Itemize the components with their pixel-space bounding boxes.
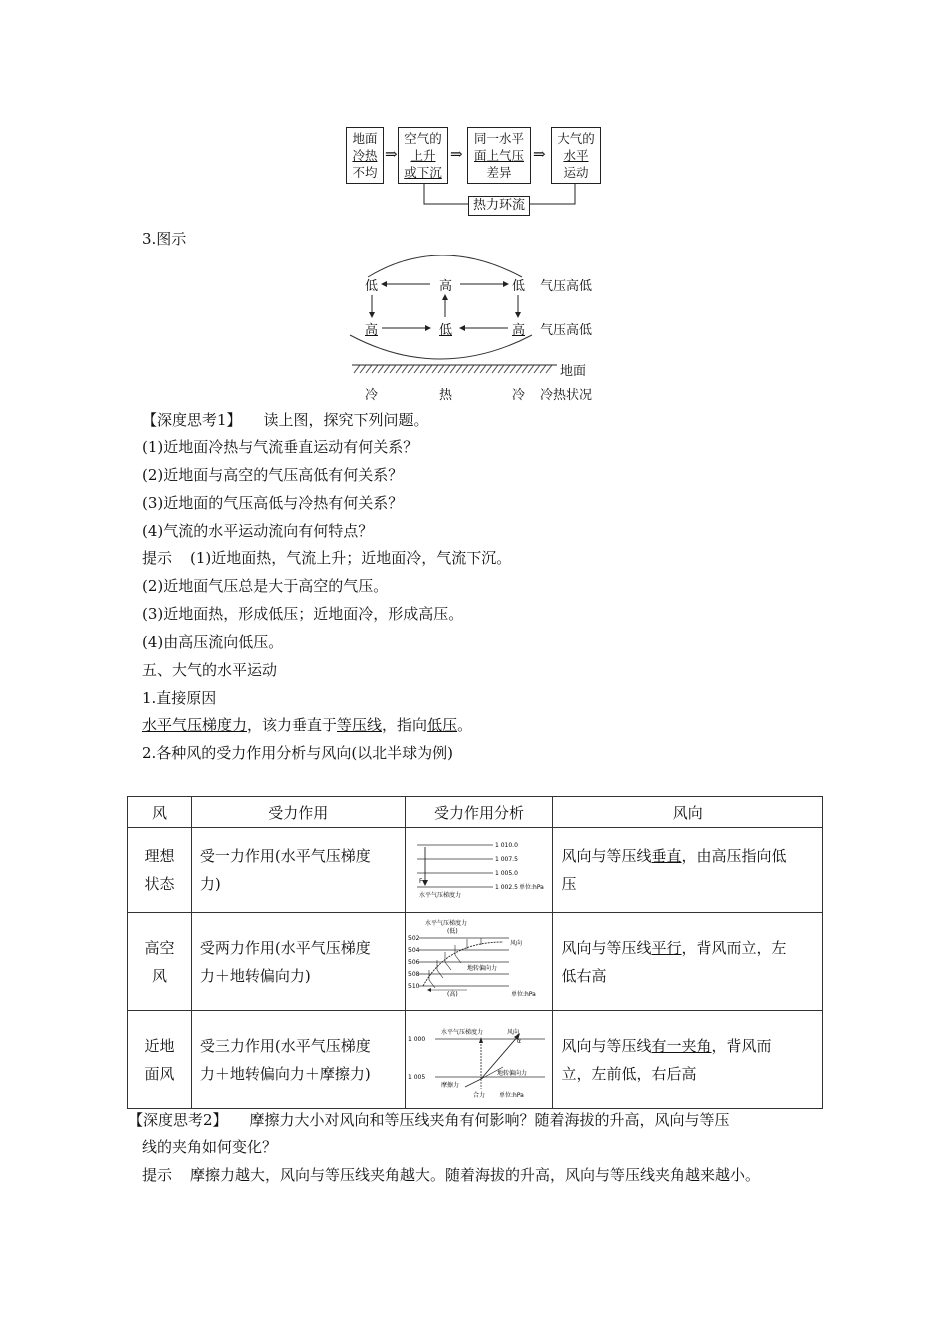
- force-text: 受两力作用(水平气压梯度: [199, 938, 371, 957]
- isobar-label: 1 005: [407, 1073, 426, 1081]
- direction-cell: [553, 1011, 823, 1109]
- direction-text: [561, 934, 814, 962]
- wind-type: [128, 828, 192, 913]
- isobar-label: 1 002.5: [494, 884, 518, 891]
- low-label: (低): [446, 927, 458, 935]
- isobar-label: 1 007.5: [494, 856, 518, 863]
- lower-pressure-left: 高: [365, 323, 379, 338]
- wind-type-text: 风: [151, 966, 167, 985]
- resultant-label: 合力: [472, 1091, 485, 1099]
- pg-label: 水平气压梯度力: [440, 1028, 483, 1036]
- isobar-label: 508: [407, 970, 420, 978]
- cause-text: ，该力垂直于: [247, 716, 338, 734]
- flow-box-text: 空气的: [404, 131, 442, 146]
- upper-caption: 气压高低: [540, 279, 593, 294]
- ground-hatch: [352, 363, 557, 375]
- section5-sub2: 2.各种风的受力作用分析与风向(以北半球为例): [142, 744, 454, 762]
- think2-answer: 摩擦力越大，风向与等压线夹角越大。随着海拔的升高，风向与等压线夹角越来越小。: [190, 1166, 761, 1184]
- coriolis-label: 地转偏向力: [496, 1069, 527, 1077]
- diagram-upper: [405, 913, 553, 1011]
- think1-answer: (4)由高压流向低压。: [142, 633, 284, 651]
- force-f-label: F: [418, 878, 423, 885]
- direction-key: 平行: [651, 938, 682, 957]
- wind-type-text: 近地: [144, 1036, 175, 1055]
- flow-box-4: [551, 127, 601, 184]
- hint-label: 提示: [142, 549, 173, 567]
- flow-box-text: 同一水平: [473, 131, 524, 146]
- direction-part: 风向与等压线: [561, 1036, 652, 1055]
- think1-answer: (1)近地面热，气流上升；近地面冷，气流下沉。: [190, 549, 512, 567]
- unit-label: 单位:hPa: [518, 884, 544, 891]
- lower-caption: 气压高低: [540, 323, 593, 338]
- think2-title: 【深度思考2】: [128, 1111, 228, 1129]
- isobar-label: 510: [407, 982, 420, 990]
- header-analysis: 受力作用分析: [405, 797, 553, 828]
- direction-key: 有一夹角: [651, 1036, 712, 1055]
- direction-text: 压: [561, 875, 577, 893]
- flow-box-1: [346, 127, 384, 184]
- think1-heading: [142, 410, 429, 430]
- flow-arrow: ⇒: [533, 145, 546, 163]
- table-row: [128, 913, 823, 1011]
- ground-label: 地面: [560, 364, 587, 379]
- table-header-row: [128, 797, 823, 828]
- section3-title: 3.图示: [142, 230, 187, 248]
- force-text: 受三力作用(水平气压梯度: [199, 1036, 371, 1055]
- ground-temp-left: 冷: [365, 388, 379, 403]
- section5-title: 五、大气的水平运动: [142, 661, 278, 679]
- think1-prompt: 读上图，探究下列问题。: [263, 411, 429, 429]
- force-cell: [191, 913, 405, 1011]
- isobar-label: 506: [407, 958, 420, 966]
- think1-title: 【深度思考1】: [142, 411, 242, 429]
- force-text: 力＋地转偏向力＋摩擦力): [199, 1064, 371, 1083]
- pg-top-label: 水平气压梯度力: [424, 919, 467, 927]
- friction-label: 摩擦力: [440, 1081, 459, 1089]
- wind-type-text: 面风: [144, 1064, 175, 1083]
- direction-text: [561, 1032, 814, 1060]
- think1-answer: (3)近地面热，形成低压；近地面冷，形成高压。: [142, 605, 464, 623]
- force-cell: [191, 1011, 405, 1109]
- think1-hint: [142, 548, 511, 568]
- wind-dir-label: 风向: [509, 939, 522, 947]
- think2-heading: [128, 1110, 730, 1130]
- wind-type-text: 高空: [144, 938, 175, 957]
- ground-temp-right: 冷: [512, 388, 526, 403]
- cause-term: 低压: [427, 716, 458, 734]
- section5-sub1: 1.直接原因: [142, 689, 217, 707]
- cause-text: ，指向: [382, 716, 428, 734]
- force-text: 受一力作用(水平气压梯度: [199, 847, 371, 865]
- header-wind: 风: [128, 797, 192, 828]
- table-row: [128, 1011, 823, 1109]
- think1-question: (1)近地面冷热与气流垂直运动有何关系？: [142, 438, 419, 456]
- think1-question: (3)近地面的气压高低与冷热有何关系？: [142, 494, 404, 512]
- direction-cell: [553, 913, 823, 1011]
- flow-box-text: 上升: [410, 148, 436, 163]
- flow-box-text: 地面: [352, 131, 378, 146]
- upper-pressure-right: 低: [512, 279, 526, 294]
- diagram-ideal: [405, 828, 553, 913]
- flow-box-text: 冷热: [352, 148, 378, 163]
- think1-question: (2)近地面与高空的气压高低有何关系？: [142, 466, 404, 484]
- unit-label: 单位:hPa: [498, 1091, 524, 1099]
- direction-part: ，背风而立，左: [681, 938, 787, 957]
- isobar-label: 1 000: [407, 1035, 426, 1043]
- flow-arrow: ⇒: [385, 145, 398, 163]
- cause-term: 水平气压梯度力: [142, 716, 248, 734]
- flow-box-text: 水平: [563, 148, 589, 163]
- table-row: [128, 828, 823, 913]
- think1-question: (4)气流的水平运动流向有何特点？: [142, 522, 374, 540]
- hint-label: 提示: [142, 1166, 173, 1184]
- think1-answer: (2)近地面气压总是大于高空的气压。: [142, 577, 389, 595]
- diagram-surface: [405, 1011, 553, 1109]
- direction-text: 立，左前低，右后高: [561, 1064, 697, 1083]
- circulation-lines: [340, 255, 560, 375]
- wind-type-text: 理想: [144, 847, 175, 865]
- wind-type-text: 状态: [144, 875, 175, 893]
- upper-wind-diagram: [407, 918, 551, 1006]
- think2-hint: [142, 1165, 760, 1185]
- lower-pressure-right: 高: [512, 323, 526, 338]
- force-text: 力＋地转偏向力): [199, 966, 311, 985]
- direction-part: 风向与等压线: [561, 938, 652, 957]
- force-cell: [191, 828, 405, 913]
- isobar-label: 1 005.0: [494, 870, 518, 877]
- direction-cell: [553, 828, 823, 913]
- isobar-label: 1 010.0: [494, 842, 518, 849]
- wind-type: [128, 1011, 192, 1109]
- flow-box-text: 或下沉: [404, 165, 442, 180]
- lower-pressure-mid: 低: [439, 323, 453, 338]
- direction-part: 风向与等压线: [561, 847, 652, 865]
- ideal-wind-diagram: [407, 839, 551, 901]
- cause-term: 等压线: [337, 716, 383, 734]
- flow-box-text: 运动: [563, 165, 589, 180]
- cause-text: 。: [457, 716, 473, 734]
- header-force: 受力作用: [191, 797, 405, 828]
- flow-arrow: ⇒: [450, 145, 463, 163]
- upper-pressure-left: 低: [365, 279, 379, 294]
- isobar-label: 504: [407, 946, 420, 954]
- direction-key: 垂直: [651, 847, 682, 865]
- coriolis-label: 地转偏向力: [466, 964, 497, 972]
- flow-box-text: 面上气压: [473, 148, 524, 163]
- think2-question: 线的夹角如何变化？: [142, 1138, 278, 1156]
- direction-text: 低右高: [561, 966, 607, 985]
- ground-caption: 冷热状况: [540, 388, 593, 403]
- ground-temp-mid: 热: [439, 388, 453, 403]
- alpha-label: α: [516, 1037, 521, 1045]
- wind-type: [128, 913, 192, 1011]
- force-text: 力): [199, 875, 221, 893]
- think2-question: 摩擦力大小对风向和等压线夹角有何影响？随着海拔的升高，风向与等压: [249, 1111, 730, 1129]
- unit-label: 单位:hPa: [510, 990, 536, 998]
- isobar-label: 502: [407, 934, 420, 942]
- direction-part: ，由高压指向低: [681, 847, 787, 865]
- flow-box-text: 不均: [352, 165, 378, 180]
- wind-force-table: [127, 796, 823, 1109]
- flow-box-3: [467, 127, 531, 184]
- wind-dir-label: 风向: [506, 1028, 519, 1036]
- header-direction: 风向: [553, 797, 823, 828]
- direction-text: [561, 842, 814, 870]
- pressure-gradient-label: 水平气压梯度力: [418, 892, 461, 899]
- direction-part: ，背风而: [711, 1036, 772, 1055]
- cause-line: [142, 715, 472, 735]
- flow-box-text: 大气的: [557, 131, 595, 146]
- cycle-label: 热力环流: [468, 196, 530, 216]
- flow-box-text: 差异: [486, 165, 512, 180]
- high-label: (高): [446, 990, 458, 998]
- flow-box-2: [398, 127, 448, 184]
- surface-wind-diagram: [407, 1017, 551, 1103]
- upper-pressure-mid: 高: [439, 279, 453, 294]
